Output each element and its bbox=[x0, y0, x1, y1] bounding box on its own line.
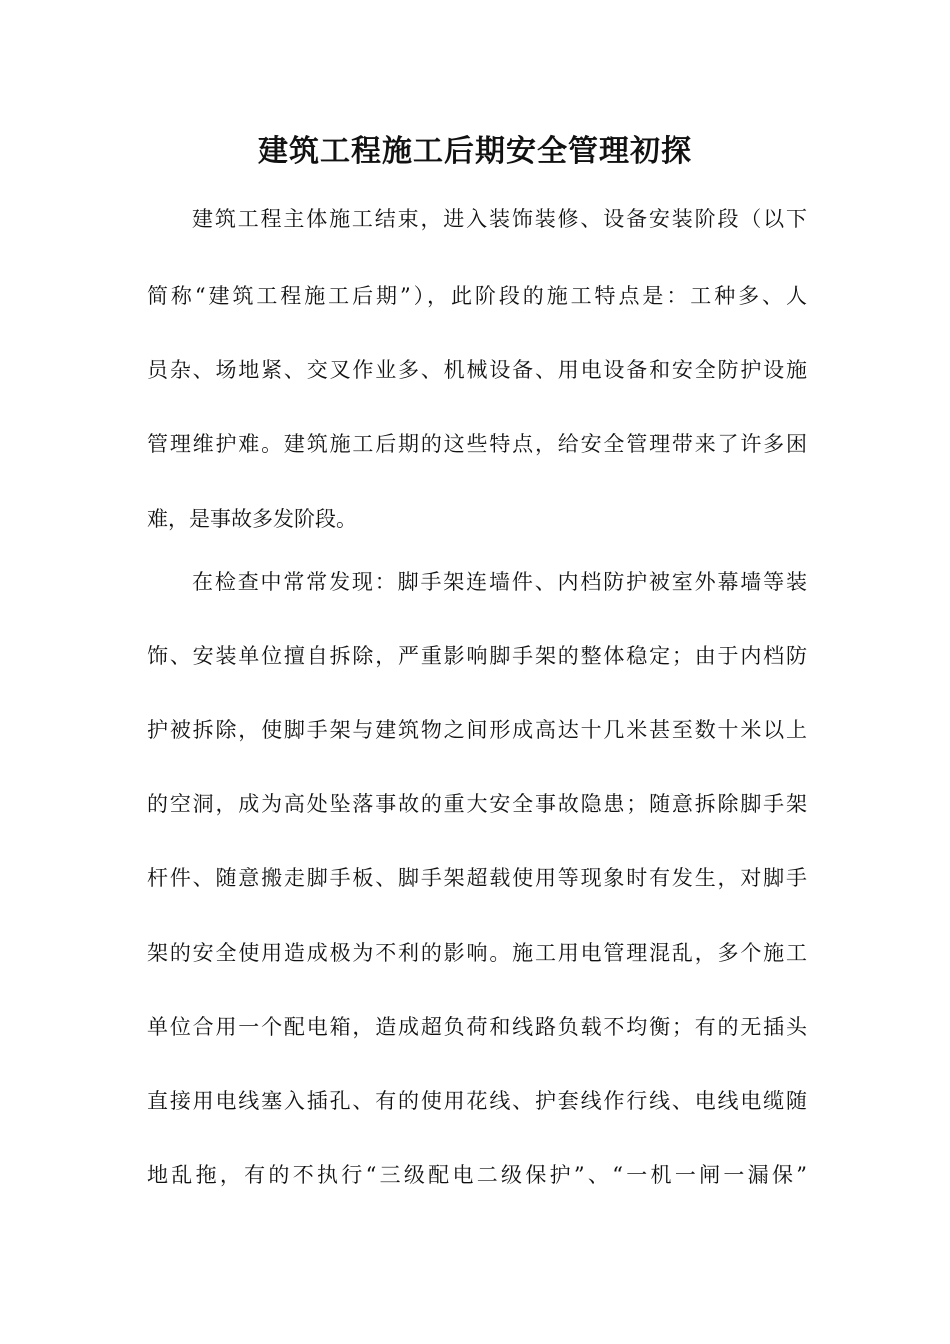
paragraph-2-line-9: 地乱拖，有的不执行“三级配电二级保护”、“一机一闸一漏保” bbox=[147, 1163, 807, 1187]
paragraph-2-line-4: 的空洞，成为高处坠落事故的重大安全事故隐患；随意拆除脚手架 bbox=[147, 792, 807, 816]
paragraph-2-line-1: 在检查中常常发现：脚手架连墙件、内档防护被室外幕墙等装 bbox=[192, 570, 807, 594]
paragraph-2-line-2: 饰、安装单位擅自拆除，严重影响脚手架的整体稳定；由于内档防 bbox=[147, 644, 807, 668]
paragraph-2-line-3: 护被拆除，使脚手架与建筑物之间形成高达十几米甚至数十米以上 bbox=[147, 718, 807, 742]
paragraph-2-line-7: 单位合用一个配电箱，造成超负荷和线路负载不均衡；有的无插头 bbox=[147, 1015, 807, 1039]
paragraph-1-line-1: 建筑工程主体施工结束，进入装饰装修、设备安装阶段（以下 bbox=[192, 207, 807, 231]
paragraph-2-line-6: 架的安全使用造成极为不利的影响。施工用电管理混乱，多个施工 bbox=[147, 941, 807, 965]
paragraph-1-line-4: 管理维护难。建筑施工后期的这些特点，给安全管理带来了许多困 bbox=[147, 432, 807, 456]
paragraph-2-line-5: 杆件、随意搬走脚手板、脚手架超载使用等现象时有发生，对脚手 bbox=[147, 866, 807, 890]
paragraph-1-line-5: 难，是事故多发阶段。 bbox=[147, 507, 357, 531]
document-title: 建筑工程施工后期安全管理初探 bbox=[258, 134, 692, 169]
paragraph-2-line-8: 直接用电线塞入插孔、有的使用花线、护套线作行线、电线电缆随 bbox=[147, 1089, 807, 1113]
paragraph-1-line-2: 简称“建筑工程施工后期”），此阶段的施工特点是：工种多、人 bbox=[147, 284, 807, 308]
paragraph-1-line-3: 员杂、场地紧、交叉作业多、机械设备、用电设备和安全防护设施 bbox=[147, 358, 807, 382]
